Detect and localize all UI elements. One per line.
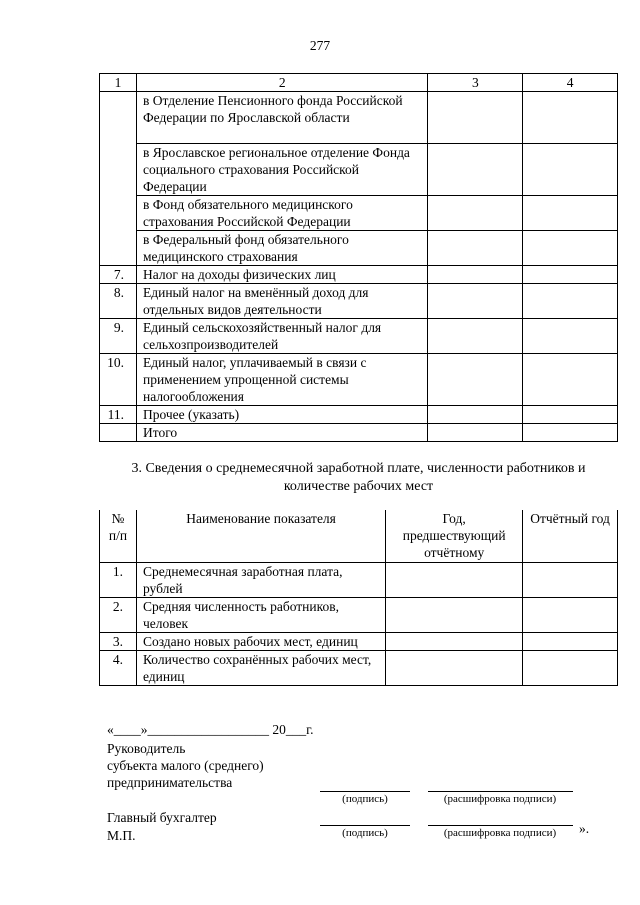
num-cell <box>100 424 137 442</box>
header-cell: 3 <box>428 74 523 92</box>
page-number: 277 <box>309 38 331 53</box>
table-row <box>100 284 618 319</box>
header-cell: Наименование показателя <box>136 510 385 563</box>
table-row <box>100 92 618 266</box>
sub-items-cell <box>136 92 428 266</box>
value-cell <box>523 424 618 442</box>
num-cell: 1. <box>100 563 137 598</box>
value-cell <box>428 406 523 424</box>
table-row <box>100 598 618 633</box>
value-cell <box>523 633 618 651</box>
table-row <box>100 319 618 354</box>
table-row <box>100 266 618 284</box>
name-cell: Прочее (указать) <box>136 406 428 424</box>
num-cell: 2. <box>100 598 137 633</box>
value-cell <box>428 354 523 406</box>
header-cell: Отчётный год <box>523 510 618 563</box>
section-title: 3. Сведения о среднемесячной заработной плате, численности работников и количестве рабочих мест <box>131 461 586 494</box>
head-title-line2: субъекта малого (среднего) <box>107 758 264 773</box>
taxes-table <box>99 73 618 442</box>
table-row <box>100 424 618 442</box>
table-header-row <box>100 510 618 563</box>
head-title-line3: предпринимательства <box>107 775 233 790</box>
value-cell <box>523 319 618 354</box>
closing-quote: ». <box>579 821 590 836</box>
header-cell: № п/п <box>100 510 137 563</box>
name-cell: Налог на доходы физических лиц <box>136 266 428 284</box>
signature-line <box>320 791 410 792</box>
value-cell <box>523 406 618 424</box>
value-cell <box>428 92 523 266</box>
value-cell <box>523 354 618 406</box>
num-cell: 10. <box>100 354 137 406</box>
sub-item: в Отделение Пенсионного фонда Российской Федерации по Ярославской области <box>137 92 428 144</box>
name-cell: Итого <box>136 424 428 442</box>
num-cell: 7. <box>100 266 137 284</box>
table-row <box>100 651 618 686</box>
value-cell <box>386 563 523 598</box>
num-cell: 4. <box>100 651 137 686</box>
num-cell: 11. <box>100 406 137 424</box>
decode-caption: (расшифровка подписи) <box>443 827 557 839</box>
value-cell <box>428 266 523 284</box>
signature-caption: (подпись) <box>342 793 388 805</box>
sub-item: в Фонд обязательного медицинского страхования Российской Федерации <box>137 196 428 231</box>
stamp-label: М.П. <box>107 828 136 843</box>
table-header-row <box>100 74 618 92</box>
value-cell <box>523 651 618 686</box>
header-cell: 4 <box>523 74 618 92</box>
value-cell <box>523 284 618 319</box>
value-cell <box>428 319 523 354</box>
name-cell: Единый налог на вменённый доход для отдельных видов деятельности <box>136 284 428 319</box>
value-cell <box>386 651 523 686</box>
date-line: «____»__________________ 20___г. <box>107 722 314 737</box>
name-cell: Создано новых рабочих мест, единиц <box>136 633 385 651</box>
table-row <box>100 406 618 424</box>
header-cell: Год, предшествующий отчётному <box>386 510 523 563</box>
header-cell: 2 <box>136 74 428 92</box>
wages-table <box>99 510 618 686</box>
num-cell: 8. <box>100 284 137 319</box>
value-cell <box>523 598 618 633</box>
sub-item: в Ярославское региональное отделение Фонда социального страхования Российской Федерации <box>137 144 428 196</box>
header-cell: 1 <box>100 74 137 92</box>
name-cell: Единый сельскохозяйственный налог для сельхозпроизводителей <box>136 319 428 354</box>
decode-line <box>428 825 573 826</box>
name-cell: Среднемесячная заработная плата, рублей <box>136 563 385 598</box>
table-row <box>100 563 618 598</box>
num-cell <box>100 92 137 266</box>
sub-item: в Федеральный фонд обязательного медицинского страхования <box>142 232 349 264</box>
value-cell <box>523 92 618 266</box>
value-cell <box>523 563 618 598</box>
value-cell <box>386 633 523 651</box>
decode-line <box>428 791 573 792</box>
signature-line <box>320 825 410 826</box>
name-cell: Средняя численность работников, человек <box>136 598 385 633</box>
name-cell: Количество сохранённых рабочих мест, единиц <box>136 651 385 686</box>
signature-caption: (подпись) <box>342 827 388 839</box>
value-cell <box>428 284 523 319</box>
value-cell <box>386 598 523 633</box>
value-cell <box>428 424 523 442</box>
table-row <box>100 633 618 651</box>
table-row <box>100 354 618 406</box>
accountant-title: Главный бухгалтер <box>107 810 217 825</box>
value-cell <box>523 266 618 284</box>
head-title-line1: Руководитель <box>107 741 186 756</box>
decode-caption: (расшифровка подписи) <box>443 793 557 805</box>
num-cell: 3. <box>100 633 137 651</box>
name-cell: Единый налог, уплачиваемый в связи с применением упрощенной системы налогообложения <box>136 354 428 406</box>
num-cell: 9. <box>100 319 137 354</box>
